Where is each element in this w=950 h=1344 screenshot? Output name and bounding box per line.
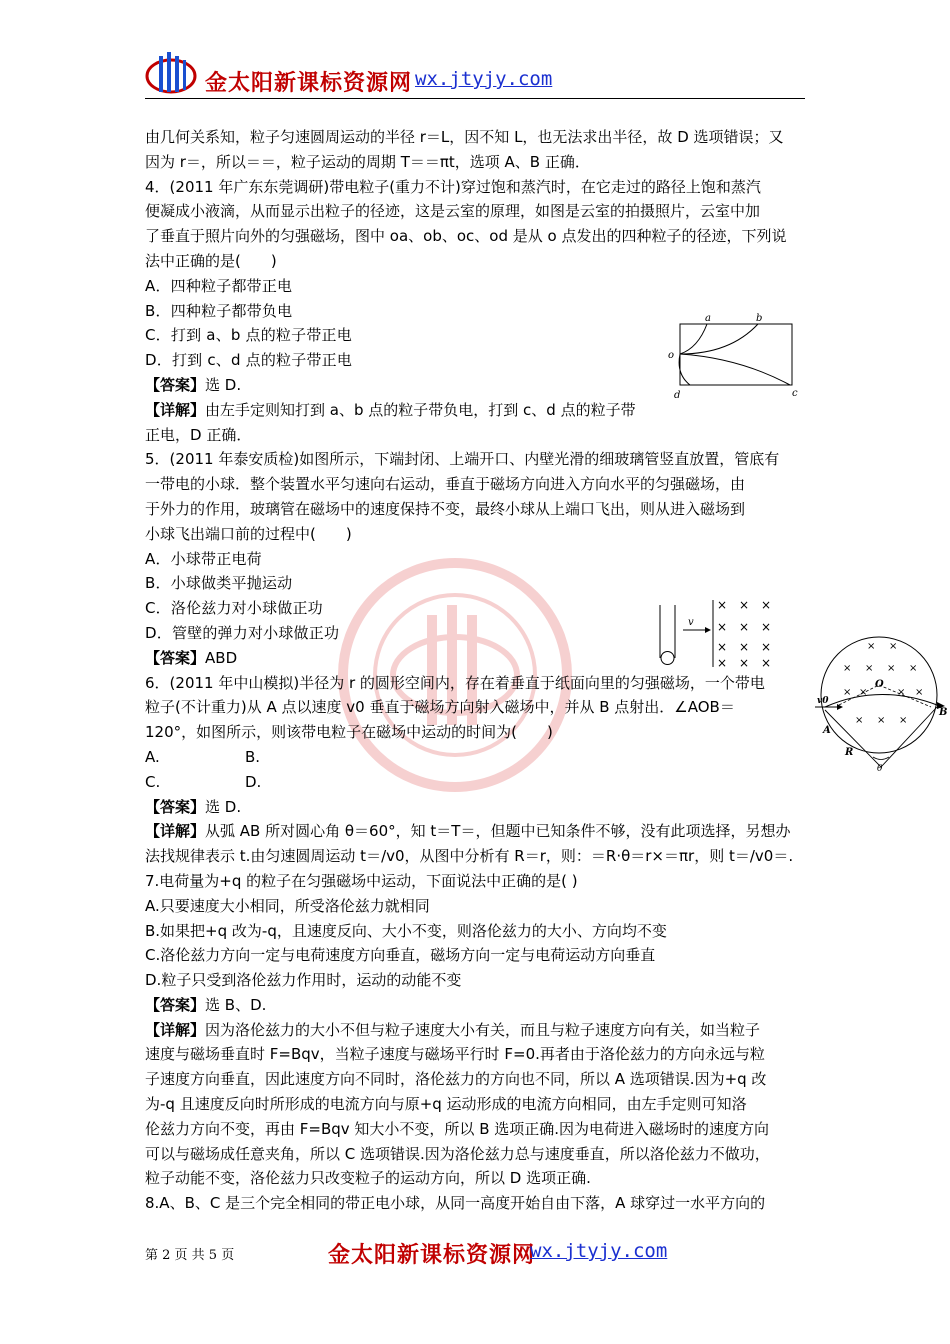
field-cross: × — [717, 598, 728, 612]
option-c: C.洛伦兹力方向一定与电荷速度方向垂直，磁场方向一定与电荷运动方向垂直 — [145, 946, 656, 965]
field-cross: × — [717, 620, 728, 634]
option-a: A.只要速度大小相同，所受洛伦兹力就相同 — [145, 896, 430, 915]
option-b: B．四种粒子都带负电 — [145, 301, 293, 320]
field-cross: × — [739, 620, 750, 634]
label-a: a — [705, 313, 711, 324]
velocity-label: v — [688, 617, 694, 628]
explanation-text: 从弧 AB 所对圆心角 θ＝60°，知 t＝T＝，但题中已知条件不够，没有此项选择，另想办 — [205, 822, 791, 841]
page-header — [145, 50, 805, 100]
footer-site-url[interactable]: wx.jtyjy.com — [530, 1240, 668, 1262]
text-line: 于外力的作用，玻璃管在磁场中的速度保持不变，最终小球从上端口飞出，则从进入磁场到 — [145, 499, 746, 518]
header-site-name: 金太阳新课标资源网 — [205, 70, 413, 96]
point-label-B: B — [939, 707, 948, 718]
field-cross: × — [867, 641, 876, 652]
explanation-text: 因为洛伦兹力的大小不但与粒子速度大小有关，而且与粒子速度方向有关，如当粒子 — [205, 1020, 761, 1039]
text-line: 一带电的小球．整个装置水平匀速向右运动，垂直于磁场方向进入方向水平的匀强磁场，由 — [145, 475, 746, 494]
circular-field-figure — [815, 625, 950, 775]
field-cross: × — [739, 640, 750, 654]
field-cross: × — [855, 715, 864, 726]
answer-text: 选 D. — [205, 797, 242, 816]
answer-tag: 【答案】 — [145, 648, 206, 667]
option-b: B. — [245, 747, 261, 766]
explanation-tag: 【详解】 — [145, 1020, 206, 1039]
answer-tag: 【答案】 — [145, 375, 206, 394]
question-5-stem: 5．(2011 年泰安质检)如图所示，下端封闭、上端开口、内壁光滑的细玻璃管竖直放置，管底有 — [145, 450, 780, 469]
option-a: A．小球带正电荷 — [145, 549, 262, 568]
option-c: C. — [145, 772, 161, 791]
page-number: 第 2 页 共 5 页 — [145, 1248, 235, 1263]
text-line: 伦兹力方向不变，再由 F=Bqv 知大小不变，所以 B 选项正确.因为电荷进入磁场时的速度方向 — [145, 1119, 770, 1138]
text-line: 由几何关系知，粒子匀速圆周运动的半径 r＝L，因不知 L，也无法求出半径，故 D 选项错误；又 — [145, 128, 784, 146]
explanation-line — [145, 1018, 810, 1043]
answer-text: ABD — [205, 648, 238, 667]
text-line: 速度与磁场垂直时 F=Bqv，当粒子速度与磁场平行时 F=0.再者由于洛伦兹力的方向永远与粒 — [145, 1045, 765, 1064]
text-line: 了垂直于照片向外的匀强磁场，图中 oa、ob、oc、od 是从 o 点发出的四种粒子的径迹，下列说 — [145, 227, 787, 246]
answer-line — [145, 993, 810, 1018]
text-line: 子速度方向垂直，因此速度方向不同时，洛伦兹力的方向也不同，所以 A 选项错误.因为+q 改 — [145, 1070, 767, 1089]
question-7-stem: 7.电荷量为+q 的粒子在匀强磁场中运动，下面说法中正确的是( ) — [145, 871, 578, 890]
text-line: 小球飞出端口前的过程中( ) — [145, 524, 352, 543]
field-cross: × — [761, 620, 772, 634]
explanation-text: 由左手定则知打到 a、b 点的粒子带负电，打到 c、d 点的粒子带 — [205, 400, 636, 419]
field-cross: × — [887, 663, 896, 674]
field-cross: × — [761, 656, 772, 670]
field-cross: × — [717, 656, 728, 670]
text-line: 法找规律表示 t.由匀速圆周运动 t＝/v0，从图中分析有 R＝r，则：＝R·θ＝r×＝πr，则 t＝/v0＝. — [145, 847, 794, 866]
point-label-A: A — [823, 725, 831, 736]
field-cross: × — [877, 715, 886, 726]
explanation-tag: 【详解】 — [145, 400, 206, 419]
option-c: C．洛伦兹力对小球做正功 — [145, 599, 323, 618]
text-line: 正电，D 正确． — [145, 425, 252, 444]
field-cross: × — [739, 598, 750, 612]
option-c: C．打到 a、b 点的粒子带正电 — [145, 326, 352, 345]
label-b: b — [756, 313, 763, 324]
text-line: 因为 r＝，所以＝＝，粒子运动的周期 T＝＝πt，选项 A、B 正确． — [145, 152, 590, 171]
field-cross: × — [761, 598, 772, 612]
text-line: 为-q 且速度反向时所形成的电流方向与原+q 运动形成的电流方向相同，由左手定则可知洛 — [145, 1095, 747, 1114]
option-b: B．小球做类平抛运动 — [145, 574, 293, 593]
answer-text: 选 D. — [205, 375, 242, 394]
option-a: A．四种粒子都带正电 — [145, 276, 293, 295]
text-line: 法中正确的是( ) — [145, 251, 277, 270]
option-b: B.如果把+q 改为-q，且速度反向、大小不变，则洛伦兹力的大小、方向均不变 — [145, 921, 667, 940]
field-cross: × — [761, 640, 772, 654]
answer-tag: 【答案】 — [145, 995, 206, 1014]
field-cross: × — [865, 663, 874, 674]
text-line: 粒子动能不变，洛伦兹力只改变粒子的运动方向，所以 D 选项正确. — [145, 1169, 591, 1188]
field-crosses — [717, 598, 771, 670]
header-site-url[interactable]: wx.jtyjy.com — [415, 68, 553, 90]
text-line: 120°，如图所示，则该带电粒子在磁场中运动的时间为( ) — [145, 723, 553, 742]
center-label-O: O — [875, 679, 884, 690]
option-d: D.粒子只受到洛伦兹力作用时，运动的动能不变 — [145, 971, 462, 990]
question-8-stem: 8.A、B、C 是三个完全相同的带正电小球，从同一高度开始自由下落，A 球穿过一水平方向的 — [145, 1194, 766, 1213]
text-line: 便凝成小液滴，从而显示出粒子的径迹，这是云室的原理，如图是云室的拍摄照片，云室中加 — [145, 202, 761, 221]
label-o: o — [668, 350, 675, 361]
cloud-chamber-figure — [660, 312, 810, 402]
footer-site-name: 金太阳新课标资源网 — [328, 1242, 536, 1268]
options-row — [145, 770, 810, 795]
field-cross: × — [915, 687, 924, 698]
field-cross: × — [899, 715, 908, 726]
field-cross: × — [897, 687, 906, 698]
field-cross: × — [889, 641, 898, 652]
option-d: D．管壁的弹力对小球做正功 — [145, 623, 340, 642]
field-cross: × — [859, 687, 868, 698]
field-cross: × — [843, 663, 852, 674]
field-cross: × — [717, 640, 728, 654]
radius-label-R: R — [845, 747, 854, 758]
answer-line — [145, 795, 810, 820]
angle-label-theta: θ — [877, 764, 883, 774]
publisher-logo-icon — [145, 50, 197, 96]
field-cross: × — [843, 687, 852, 698]
velocity-label-v0: v0 — [817, 696, 829, 706]
answer-text: 选 B、D. — [205, 995, 267, 1014]
label-d: d — [674, 390, 681, 401]
options-row — [145, 745, 810, 770]
answer-tag: 【答案】 — [145, 797, 206, 816]
text-line: 可以与磁场成任意夹角，所以 C 选项错误.因为洛伦兹力总与速度垂直，所以洛伦兹力不做功， — [145, 1144, 770, 1163]
option-d: D. — [245, 772, 262, 791]
option-a: A. — [145, 747, 160, 766]
explanation-line — [145, 819, 810, 844]
question-6-stem: 6．(2011 年中山模拟)半径为 r 的圆形空间内，存在着垂直于纸面向里的匀强磁场，一个带电 — [145, 673, 765, 692]
label-c: c — [792, 388, 798, 399]
text-line: 粒子(不计重力)从 A 点以速度 v0 垂直于磁场方向射入磁场中，并从 B 点射出．∠AOB＝ — [145, 698, 735, 717]
option-d: D．打到 c、d 点的粒子带正电 — [145, 351, 353, 370]
explanation-tag: 【详解】 — [145, 822, 206, 841]
field-cross: × — [739, 656, 750, 670]
question-4-stem: 4．(2011 年广东东莞调研)带电粒子(重力不计)穿过饱和蒸汽时，在它走过的路径上饱和蒸汽 — [145, 177, 761, 196]
field-cross: × — [909, 663, 918, 674]
header-divider — [145, 98, 805, 99]
glass-tube-figure — [655, 595, 785, 675]
